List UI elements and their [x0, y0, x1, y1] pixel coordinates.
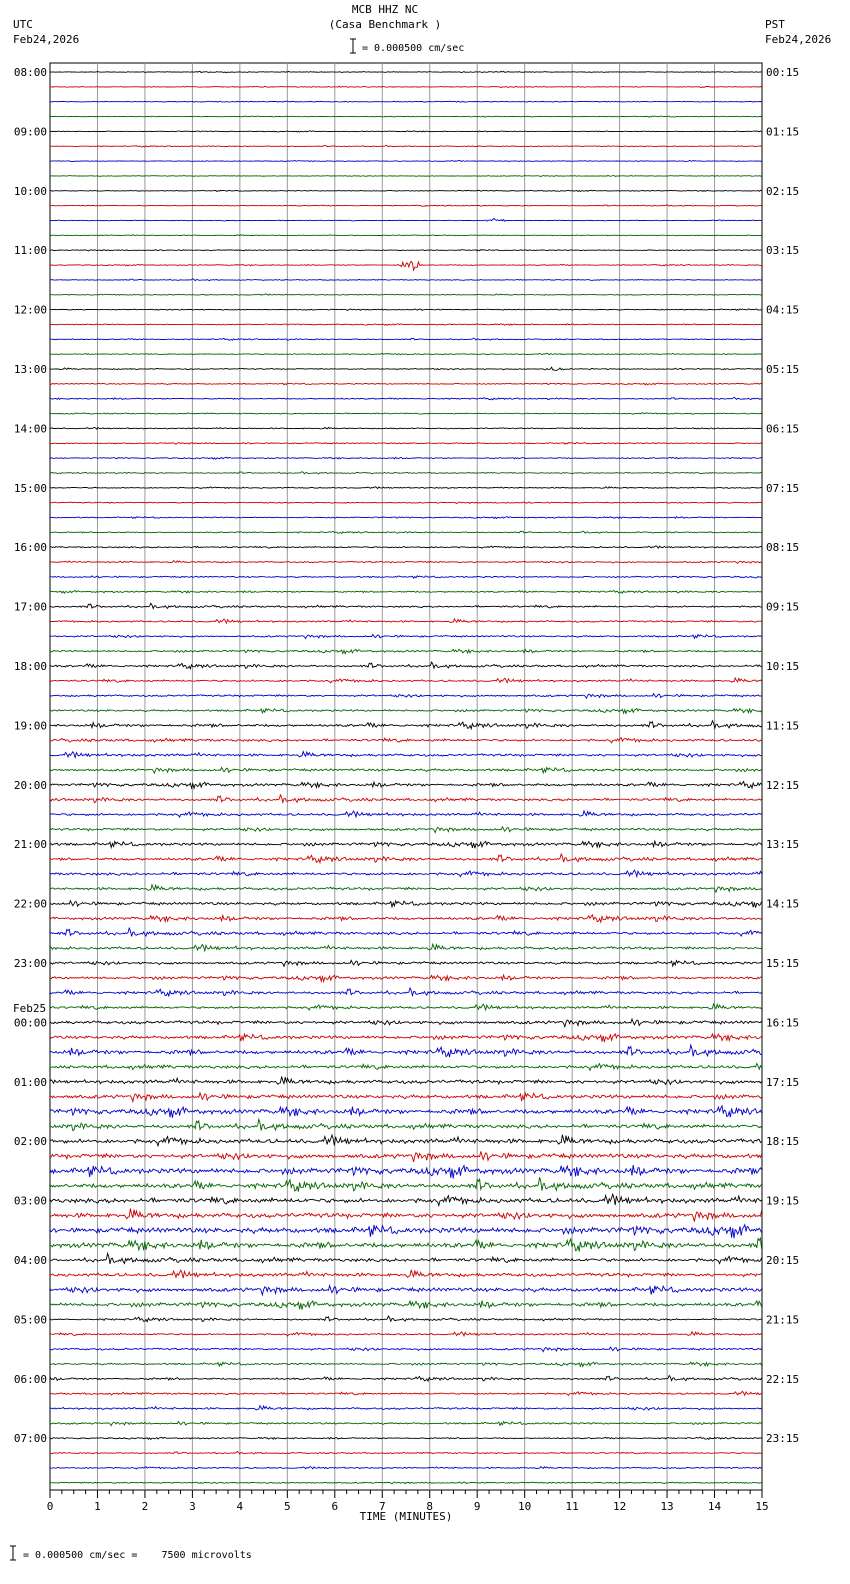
pst-hour-label: 03:15 — [766, 244, 800, 258]
seismic-trace — [50, 1376, 762, 1382]
x-tick-label: 2 — [141, 1500, 149, 1513]
utc-hour-label: 09:00 — [13, 125, 47, 139]
pst-hour-label: 19:15 — [766, 1194, 800, 1208]
utc-hour-label: 03:00 — [13, 1194, 47, 1208]
utc-hour-label: 05:00 — [13, 1313, 47, 1327]
seismic-trace — [50, 827, 762, 833]
pst-hour-label: 06:15 — [766, 422, 800, 436]
seismic-trace — [50, 1106, 762, 1118]
right-date-label: Feb24,2026 — [765, 33, 832, 46]
seismic-trace — [50, 86, 762, 87]
seismic-trace — [50, 1045, 762, 1057]
scale-label: = 0.000500 cm/sec — [362, 43, 465, 54]
seismic-trace — [50, 1165, 762, 1178]
pst-hour-label: 21:15 — [766, 1313, 800, 1327]
seismic-trace — [50, 1151, 762, 1162]
utc-hour-label: 07:00 — [13, 1432, 47, 1446]
pst-hour-label: 15:15 — [766, 957, 800, 970]
seismic-trace — [50, 649, 762, 654]
seismic-trace — [50, 944, 762, 951]
seismic-trace — [50, 1225, 762, 1239]
seismic-trace — [50, 160, 762, 161]
pst-hour-label: 04:15 — [766, 303, 800, 317]
utc-hour-label: 17:00 — [13, 600, 47, 614]
pst-hour-label: 01:15 — [766, 125, 800, 139]
seismic-trace — [50, 795, 762, 803]
day-change-label: Feb25 — [13, 1002, 47, 1015]
seismic-trace — [50, 324, 762, 326]
footer-scale-bar-icon — [9, 1545, 19, 1561]
left-timezone-label: UTC — [13, 18, 33, 31]
utc-hour-label: 20:00 — [13, 778, 47, 792]
pst-hour-label: 18:15 — [766, 1135, 800, 1149]
utc-hour-label: 06:00 — [13, 1372, 47, 1386]
x-tick-label: 13 — [660, 1500, 674, 1513]
utc-hour-label: 11:00 — [13, 244, 47, 258]
pst-hour-label: 17:15 — [766, 1075, 800, 1089]
seismic-trace — [50, 116, 762, 117]
seismic-trace — [50, 1452, 762, 1455]
seismic-trace — [50, 190, 762, 191]
seismic-trace — [50, 854, 762, 863]
pst-hour-label: 07:15 — [766, 481, 800, 495]
x-tick-label: 15 — [755, 1500, 769, 1513]
utc-hour-label: 02:00 — [13, 1135, 47, 1149]
utc-hour-label: 21:00 — [13, 838, 47, 852]
utc-hour-label: 00:00 — [13, 1016, 47, 1030]
seismic-trace — [50, 294, 762, 295]
seismic-trace — [50, 1194, 762, 1205]
seismic-trace — [50, 870, 762, 877]
seismic-trace — [50, 885, 762, 893]
utc-hour-label: 14:00 — [13, 422, 47, 436]
utc-hour-label: 08:00 — [13, 66, 47, 79]
utc-hour-label: 12:00 — [13, 303, 47, 317]
pst-hour-label: 22:15 — [766, 1372, 800, 1386]
seismic-trace — [50, 1286, 762, 1295]
footer-scale-label: = 0.000500 cm/sec = 7500 microvolts — [23, 1550, 252, 1561]
seismic-trace — [50, 1467, 762, 1469]
x-tick-label: 9 — [473, 1500, 481, 1513]
utc-hour-label: 15:00 — [13, 481, 47, 495]
seismic-trace — [50, 988, 762, 996]
seismic-trace — [50, 841, 762, 848]
x-tick-label: 3 — [189, 1500, 196, 1513]
seismic-trace — [50, 1270, 762, 1278]
station-location: (Casa Benchmark ) — [328, 18, 442, 31]
x-tick-label: 6 — [331, 1500, 339, 1513]
seismic-trace — [50, 1301, 762, 1310]
x-axis-label: TIME (MINUTES) — [359, 1510, 453, 1523]
pst-hour-label: 11:15 — [766, 719, 800, 733]
seismic-trace — [50, 338, 762, 340]
seismic-trace — [50, 205, 762, 207]
x-tick-label: 12 — [612, 1500, 627, 1513]
seismic-trace — [50, 546, 762, 548]
pst-hour-label: 00:15 — [766, 66, 800, 79]
seismic-trace — [50, 721, 762, 729]
seismic-trace — [50, 1004, 762, 1010]
seismic-trace — [50, 782, 762, 789]
seismic-trace — [50, 576, 762, 578]
seismic-trace — [50, 694, 762, 699]
seismic-trace — [50, 915, 762, 922]
seismic-trace — [50, 1437, 762, 1439]
seismic-trace — [50, 1093, 762, 1102]
seismic-trace — [50, 218, 762, 221]
seismic-trace — [50, 1209, 762, 1222]
seismic-trace — [50, 928, 762, 936]
x-tick-label: 5 — [284, 1500, 291, 1513]
seismic-trace — [50, 1391, 762, 1395]
pst-hour-label: 14:15 — [766, 897, 800, 911]
utc-hour-label: 16:00 — [13, 541, 47, 555]
seismic-trace — [50, 1064, 762, 1071]
right-timezone-label: PST — [765, 18, 785, 31]
seismic-trace — [50, 1034, 762, 1042]
seismic-trace — [50, 443, 762, 445]
seismic-trace — [50, 309, 762, 311]
pst-hour-label: 10:15 — [766, 660, 800, 673]
utc-hour-label: 22:00 — [13, 897, 47, 911]
pst-hour-label: 12:15 — [766, 778, 800, 792]
pst-hour-label: 23:15 — [766, 1432, 800, 1446]
seismic-trace — [50, 619, 762, 623]
seismic-trace — [50, 1076, 762, 1084]
utc-hour-label: 01:00 — [13, 1075, 47, 1089]
x-tick-label: 0 — [46, 1500, 54, 1513]
seismic-trace — [50, 175, 762, 176]
seismic-trace — [50, 561, 762, 564]
left-date-label: Feb24,2026 — [13, 33, 80, 46]
seismic-trace — [50, 101, 762, 102]
seismic-trace — [50, 752, 762, 758]
x-tick-label: 4 — [236, 1500, 244, 1513]
seismic-trace — [50, 960, 762, 966]
seismic-trace — [50, 1482, 762, 1484]
x-tick-label: 10 — [518, 1500, 532, 1513]
seismic-trace — [50, 738, 762, 743]
seismic-trace — [50, 767, 762, 773]
seismic-trace — [50, 353, 762, 355]
seismic-trace — [50, 709, 762, 714]
pst-hour-label: 16:15 — [766, 1016, 800, 1030]
utc-hour-label: 10:00 — [13, 184, 47, 198]
x-tick-label: 11 — [565, 1500, 579, 1513]
seismic-trace — [50, 502, 762, 504]
seismic-trace — [50, 1332, 762, 1336]
seismic-trace — [50, 367, 762, 370]
utc-hour-label: 19:00 — [13, 719, 47, 733]
x-tick-label: 14 — [707, 1500, 722, 1513]
seismic-trace — [50, 1238, 762, 1251]
seismic-trace — [50, 591, 762, 594]
utc-hour-label: 13:00 — [13, 363, 47, 376]
seismic-trace — [50, 427, 762, 429]
seismic-trace — [50, 678, 762, 683]
seismic-trace — [50, 662, 762, 669]
seismic-trace — [50, 1177, 762, 1192]
seismic-trace — [50, 1119, 762, 1130]
utc-hour-label: 18:00 — [13, 660, 47, 673]
seismic-trace — [50, 1422, 762, 1426]
seismic-trace — [50, 383, 762, 385]
x-tick-label: 7 — [378, 1500, 386, 1513]
pst-hour-label: 05:15 — [766, 363, 800, 376]
seismic-trace — [50, 472, 762, 474]
pst-hour-label: 08:15 — [766, 541, 800, 555]
pst-hour-label: 02:15 — [766, 184, 800, 198]
seismic-trace — [50, 517, 762, 519]
utc-hour-label: 23:00 — [13, 957, 47, 970]
seismic-trace — [50, 975, 762, 981]
seismic-trace — [50, 250, 762, 251]
seismic-trace — [50, 413, 762, 415]
seismic-trace — [50, 235, 762, 236]
seismic-trace — [50, 71, 762, 73]
seismic-trace — [50, 603, 762, 608]
seismic-trace — [50, 1135, 762, 1146]
seismic-trace — [50, 397, 762, 400]
seismic-trace — [50, 635, 762, 639]
seismic-trace — [50, 1406, 762, 1410]
seismic-trace — [50, 531, 762, 533]
seismic-trace — [50, 1347, 762, 1352]
x-tick-label: 1 — [94, 1500, 101, 1513]
seismic-trace — [50, 145, 762, 147]
seismic-trace — [50, 811, 762, 817]
pst-hour-label: 20:15 — [766, 1254, 800, 1267]
seismic-trace — [50, 131, 762, 132]
station-title: MCB HHZ NC — [351, 3, 419, 16]
x-tick-label: 8 — [426, 1500, 434, 1513]
seismic-trace — [50, 261, 762, 270]
seismic-trace — [50, 901, 762, 908]
seismic-trace — [50, 1362, 762, 1366]
seismic-trace — [50, 487, 762, 489]
pst-hour-label: 13:15 — [766, 838, 800, 852]
seismic-trace — [50, 1253, 762, 1264]
seismic-trace — [50, 457, 762, 459]
seismic-trace — [50, 1316, 762, 1322]
seismic-trace — [50, 1019, 762, 1027]
seismic-trace — [50, 279, 762, 281]
pst-hour-label: 09:15 — [766, 600, 800, 614]
utc-hour-label: 04:00 — [13, 1254, 47, 1267]
